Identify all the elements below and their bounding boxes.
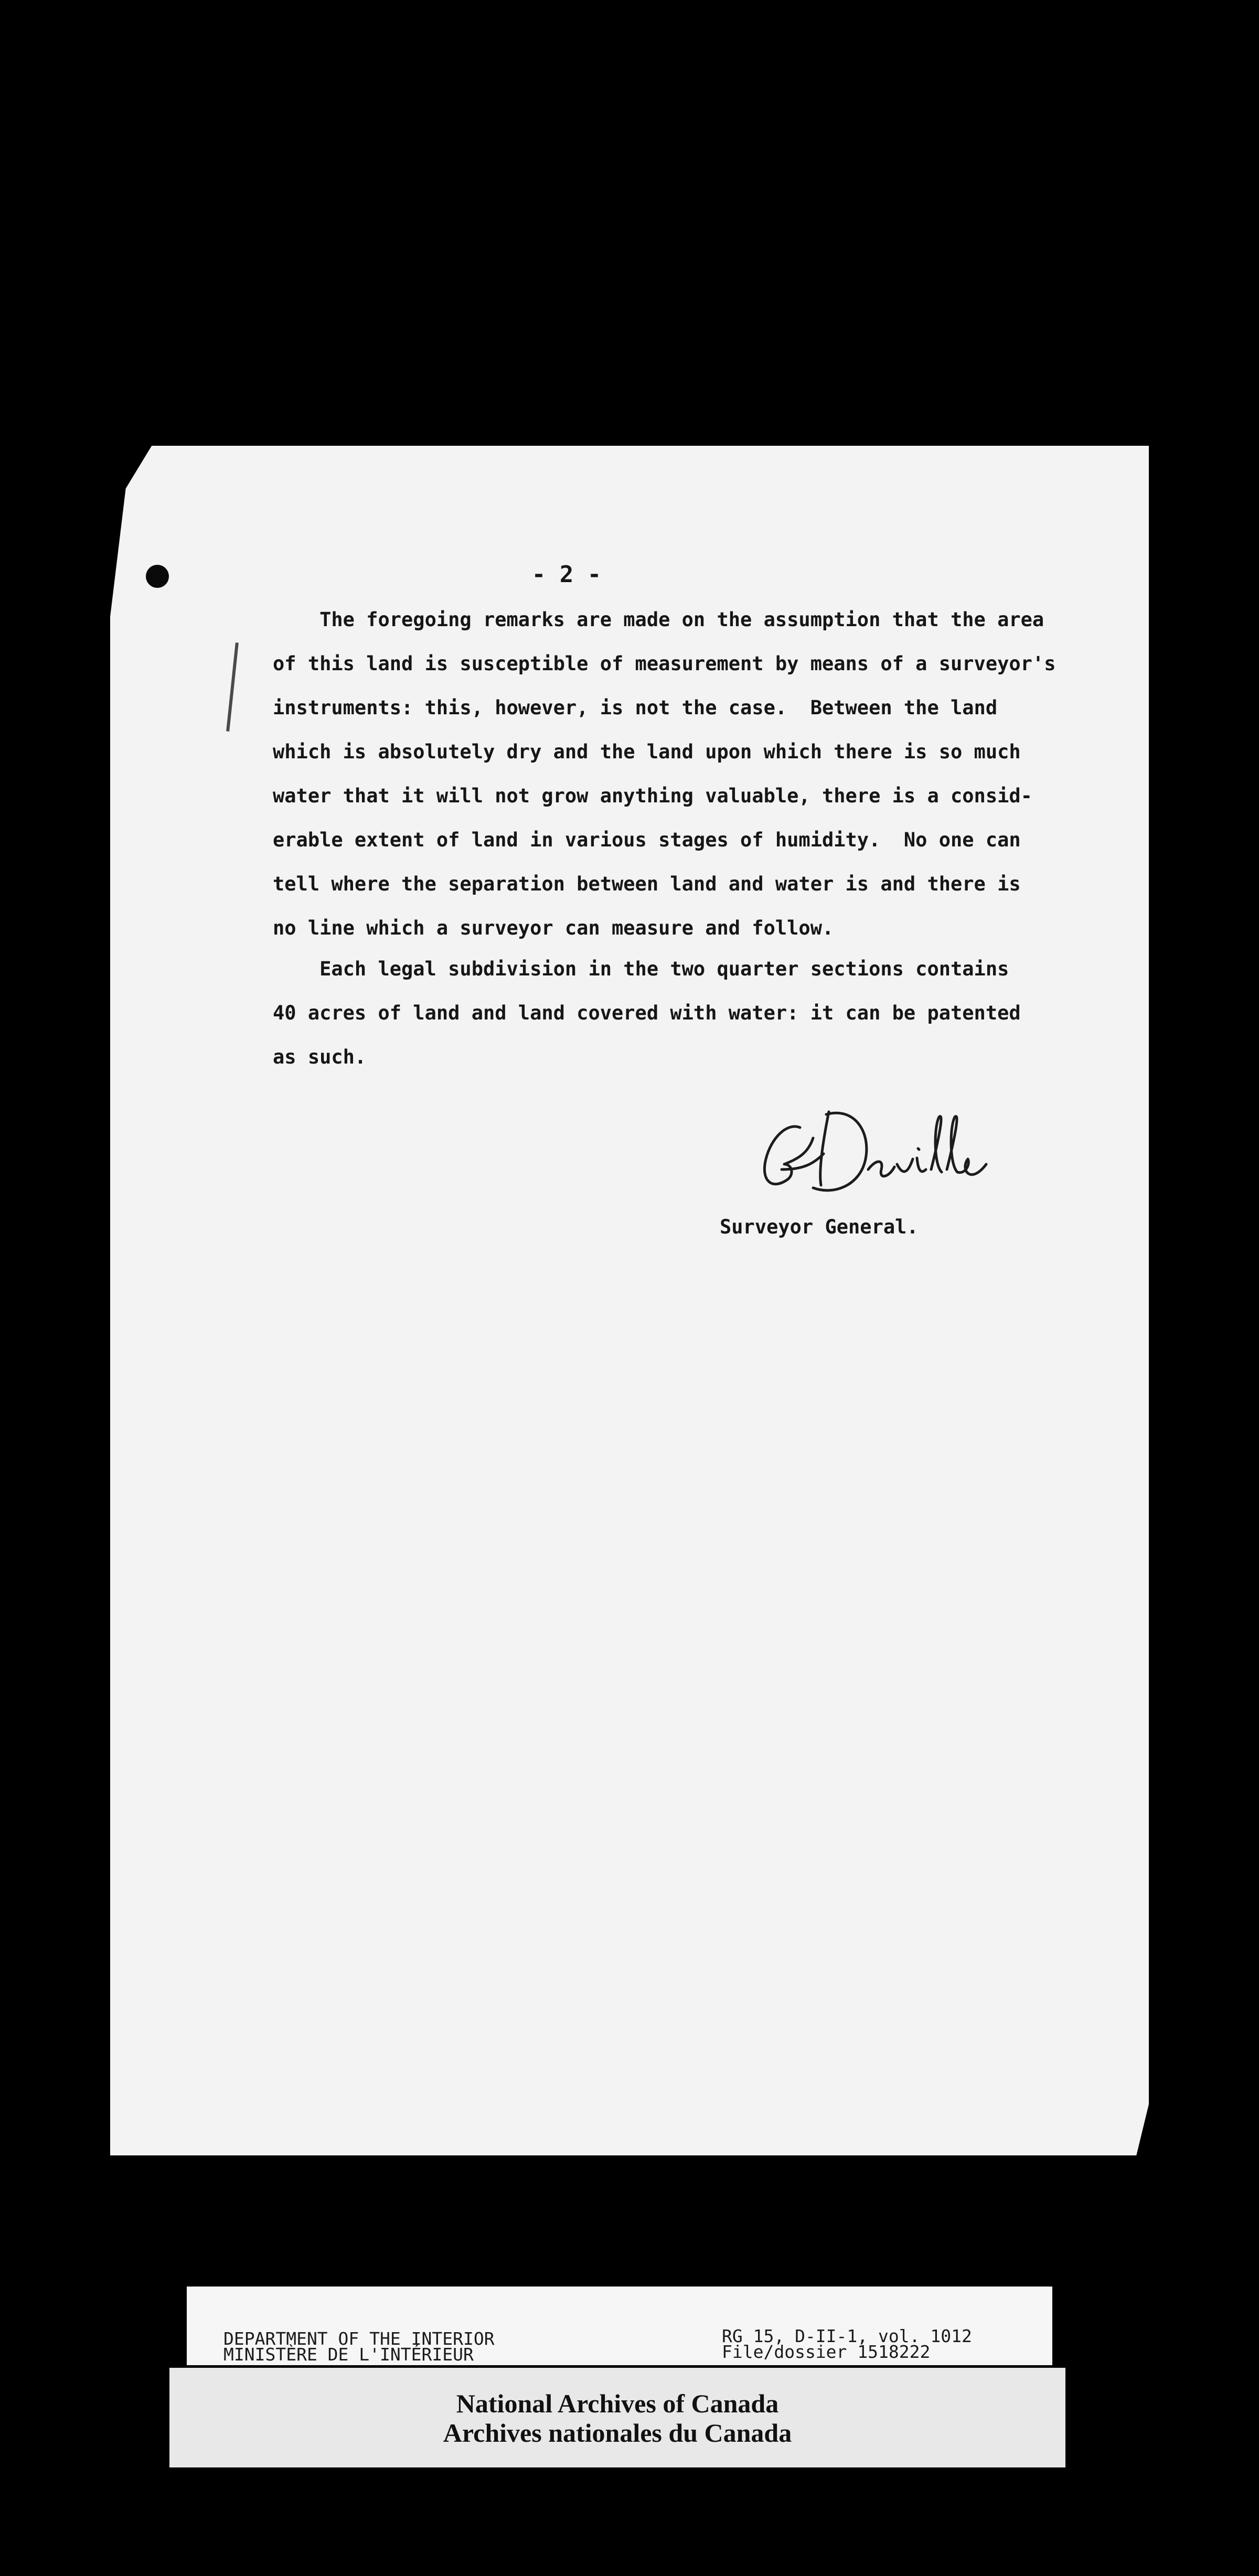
line: erable extent of land in various stages of humidity. No one can [273,829,1021,851]
institution-name [169,2389,1065,2448]
line: water that it will not grow anything valuable, there is a consid- [273,785,1032,807]
record-group-reference: RG 15, D-II-1, vol. 1012 [722,2326,972,2346]
department-french: MINISTÈRE DE L'INTÉRIEUR [223,2344,474,2365]
line: which is absolutely dry and the land upon which there is so much [273,740,1021,763]
paragraph-2 [273,947,1154,1079]
department-english: DEPARTMENT OF THE INTERIOR [223,2328,495,2349]
line: The foregoing remarks are made on the assumption that the area [273,608,1044,631]
file-number: File/dossier 1518222 [722,2342,931,2362]
punch-hole [146,565,169,588]
line: of this land is susceptible of measurement by means of a surveyor's [273,652,1056,675]
archive-label [187,2287,1052,2365]
institution-name-french: Archives nationales du Canada [443,2418,792,2448]
signoff-title: Surveyor General. [720,1216,919,1238]
page-number: - 2 - [531,561,602,588]
signature [750,1091,991,1206]
line: as such. [273,1046,367,1068]
institution-label [169,2368,1065,2467]
line: instruments: this, however, is not the case. Between the land [273,696,998,719]
line: Each legal subdivision in the two quarter sections contains [273,958,1009,980]
line: tell where the separation between land and water is and there is [273,873,1021,895]
department-block [223,2328,495,2365]
line: no line which a surveyor can measure and follow. [273,917,834,939]
institution-name-english: National Archives of Canada [456,2389,779,2418]
line: 40 acres of land and land covered with water: it can be patented [273,1002,1021,1024]
reference-block [722,2328,972,2360]
paragraph-1 [273,598,1154,950]
